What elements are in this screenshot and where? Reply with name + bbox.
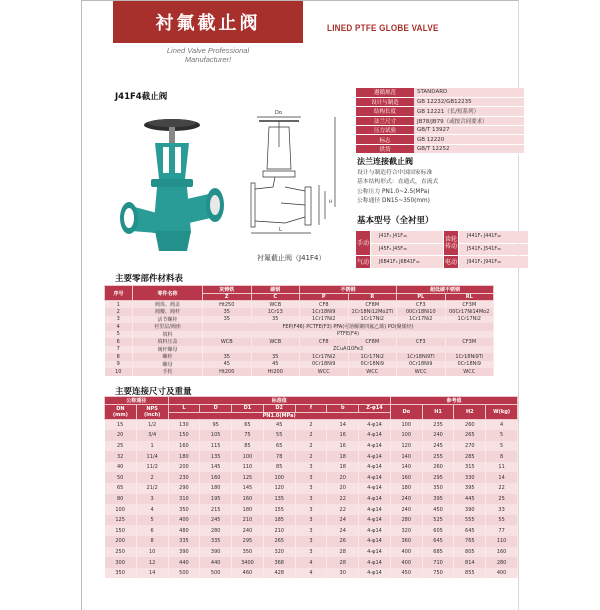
table-row: 8 螺栓 35 35 1Cr17Ni2 1Cr17Ni2 1Cr18Ni9Ti 1Cr18Ni9Ti [105, 353, 494, 361]
table-row: 3 活节螺栓 35 35 1Cr17Ni2 1Cr17Ni2 1Cr17Ni2 1Cr17Ni2 [105, 316, 494, 324]
table-row: 压力试验 GB/T 13927 [356, 126, 524, 135]
table-row: 200 8 335 335 295 265 3 26 4-φ14 360 645 765 110 [105, 536, 518, 547]
valve-photo-icon [117, 113, 227, 263]
table-row: 2 阀瓣、阀杆 35 1Cr13 1Cr18Ni9 1Cr18Ni12Mo2Ti 00Cr18Ni10 00Cr17Ni14Mo2 [105, 308, 494, 316]
flange-description: 设计与制造符合中国国家标准 基本结构形式：直通式，直流式 公称压力 PN1.0~2.5(MPa) 公称通径 DN15~350(mm) [357, 170, 439, 204]
table-row: 供货 GB/T 12252 [356, 144, 524, 153]
title-en: LINED PTFE GLOBE VALVE [327, 23, 439, 34]
table-row: 15 1/2 130 95 65 45 2 14 4-φ14 100 235 260 4 [105, 420, 518, 431]
table-row: 32 11/4 180 135 100 78 2 18 4-φ14 140 255 285 8 [105, 451, 518, 462]
table-row: 100 4 350 215 180 155 3 22 4-φ14 240 450 390 33 [105, 504, 518, 515]
table-row: 法兰尺寸 JB78/JB79（或按合同要求） [356, 116, 524, 125]
table-row: 80 3 310 195 160 135 3 22 4-φ14 240 395 445 25 [105, 494, 518, 505]
table-row: 7 阀杆螺母 ZCuAl10Fe3 [105, 346, 494, 354]
drawing-caption: 衬氟截止阀（J41F4） [257, 254, 326, 262]
table-row: 50 2 230 160 125 100 3 20 4-φ14 160 295 330 14 [105, 472, 518, 483]
standards-table [356, 88, 524, 154]
table-row: 4 衬里层/阀座 FEP(F46) PCTFE(F3) PFA(可溶解聚四氟乙烯) PO(聚烯烃) [105, 323, 494, 331]
svg-text:L: L [279, 227, 282, 233]
table-row: 结构长度 GB 12221（长/短系列） [356, 107, 524, 116]
title-cn: 衬氟截止阀 [155, 13, 261, 34]
title-banner [113, 1, 303, 43]
table-row: 标志 GB 12220 [356, 135, 524, 144]
table-row: 125 5 400 245 210 185 3 24 4-φ14 280 525 555 55 [105, 515, 518, 526]
table-row: 40 11/2 200 145 110 85 3 18 4-φ14 140 260 315 11 [105, 462, 518, 473]
basic-models-grid: 手动 J41F₃ J41F₄₆ J45F₃ J45F₄₆ 气动 J6B41F₃ J6B41F₄₆ 齿轮传动 J441F₃ J441F₄₆ J541F₃ J541F₄₆ 电动 J941F₃ J941F₄₆ [356, 231, 528, 268]
flange-title: 法兰连接截止阀 [357, 157, 413, 166]
materials-table: 序号 零件名称 灰铸铁 碳钢 不锈钢 超低碳不锈钢 Z C P R PL RL 1 阀体、阀盖 Ht250 WCB CF8 CF8M CF3 CF3M 2 阀瓣、阀杆 35 1Cr13 1Cr18Ni9 1Cr18Ni12Mo2Ti 00Cr18Ni10 00Cr17Ni14Mo2 3 活节螺栓 35 35 1Cr17Ni2 1Cr17Ni2 1Cr17Ni2 1Cr17Ni2 4 衬里层/阀座 FEP(F46) PCTFE(F3) PFA(可溶解聚四氟乙烯) PO(聚烯烃) 5 填料 PTFE(F4) 6 填料压盖 WCB WCB CF8 CF8M CF3 CF3M 7 阀杆螺母 ZCuAl10Fe3 8 螺栓 35 35 1Cr17Ni2 1Cr17Ni2 1Cr18Ni9Ti 1Cr18Ni9Ti 9 螺母 45 45 0Cr18Ni9 0Cr18Ni9 0Cr18Ni9 0Cr18Ni9 10 手轮 Ht200 Ht200 WCC WCC WCC WCC [104, 285, 494, 376]
table-row: 25 1 160 115 85 65 2 16 4-φ14 120 245 270 5 [105, 441, 518, 452]
technical-drawing-icon [245, 107, 345, 237]
table-row: 设计与制造 GB 12232/GB12235 [356, 97, 524, 106]
svg-text:H: H [329, 199, 333, 204]
slogan: Lined Valve Professional Manufacturer! [166, 46, 250, 64]
dimensions-title: 主要连接尺寸及重量 [115, 387, 192, 397]
table-row: 5 填料 PTFE(F4) [105, 331, 494, 339]
table-row: 65 21/2 290 180 145 120 3 20 4-φ14 180 350 395 22 [105, 483, 518, 494]
table-row: 6 填料压盖 WCB WCB CF8 CF8M CF3 CF3M [105, 338, 494, 346]
basic-models-title: 基本型号（全衬里） [357, 216, 434, 226]
table-row: 1 阀体、阀盖 Ht250 WCB CF8 CF8M CF3 CF3M [105, 301, 494, 309]
table-row: 150 6 480 280 240 210 3 24 4-φ14 320 605 645 77 [105, 525, 518, 536]
dimensions-table: 公称通径 标准值 参考值 DN (mm) NPS (inch) L D D1 D2 f b Z-φ14 Do H1 H2 W(kg) PN1.0(MPa) 15 1/2 130 95 65 45 2 14 4-φ14 100 235 260 4 20 3/4 150 105 75 55 2 16 4-φ14 100 240 265 5 25 1 160 115 85 65 2 16 4-φ14 120 245 270 5 32 11/4 180 135 100 78 2 18 4-φ14 140 255 285 8 40 11/2 200 145 110 85 3 18 4-φ14 140 260 315 11 50 2 230 160 125 100 3 20 4-φ14 160 295 330 14 65 21/2 290 180 145 120 3 20 4-φ14 180 350 395 22 80 3 310 195 160 135 3 22 4-φ14 240 395 445 25 100 4 350 215 180 155 3 22 4-φ14 240 450 390 33 125 5 400 245 210 185 3 24 4-φ14 280 525 555 55 150 6 480 280 240 210 3 24 4-φ14 320 605 645 77 200 8 335 335 295 265 3 26 4-φ14 360 645 765 110 250 10 390 390 350 320 3 28 4-φ14 400 685 805 160 300 12 440 440 3400 368 4 28 4-φ14 400 710 814 280 350 14 500 500 460 428 4 30 4-φ14 450 750 855 400 [104, 396, 518, 578]
materials-title: 主要零部件材料表 [115, 274, 184, 284]
catalog-page [81, 0, 519, 610]
table-row: 350 14 500 500 460 428 4 30 4-φ14 450 750 855 400 [105, 568, 518, 579]
pneumatic-label: 气动 [356, 256, 370, 268]
manual-label: 手动 [356, 231, 370, 255]
svg-text:Do: Do [275, 110, 282, 116]
table-row: 遵循规范 STANDARD [356, 88, 524, 97]
table-row: 20 3/4 150 105 75 55 2 16 4-φ14 100 240 265 5 [105, 430, 518, 441]
table-row: 300 12 440 440 3400 368 4 28 4-φ14 400 710 814 280 [105, 557, 518, 568]
table-row: 9 螺母 45 45 0Cr18Ni9 0Cr18Ni9 0Cr18Ni9 0Cr18Ni9 [105, 361, 494, 369]
electric-label: 电动 [444, 256, 458, 268]
table-row: 250 10 390 390 350 320 3 28 4-φ14 400 685 805 160 [105, 547, 518, 558]
model-title: J41F4截止阀 [115, 92, 168, 102]
table-row: 10 手轮 Ht200 Ht200 WCC WCC WCC WCC [105, 368, 494, 376]
worm-gear-label: 齿轮传动 [444, 231, 458, 255]
